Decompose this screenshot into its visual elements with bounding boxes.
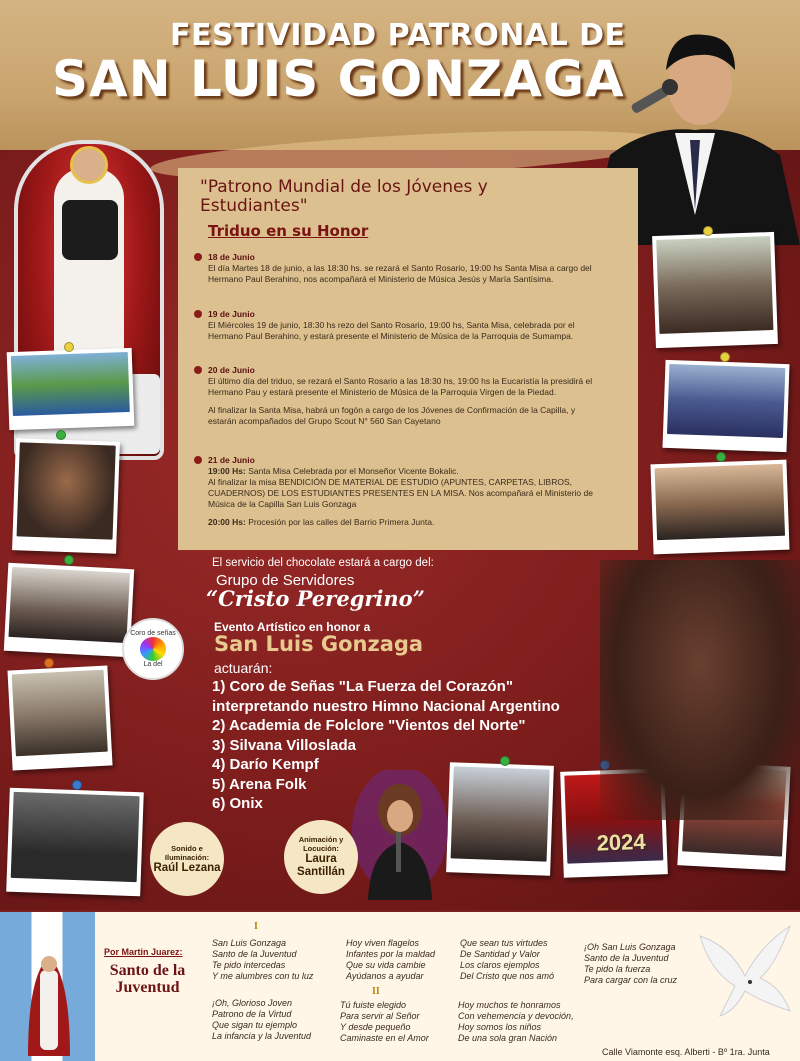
chocolate-intro: El servicio del chocolate estará a cargo del: bbox=[212, 557, 434, 569]
credit-role: Sonido e Iluminación: bbox=[164, 843, 210, 862]
act-item: 2) Academia de Folclore "Vientos del Norte" bbox=[212, 717, 526, 734]
bullet-icon bbox=[194, 310, 202, 318]
photo-band bbox=[6, 788, 144, 897]
photo-ministry-group bbox=[652, 232, 778, 348]
event-june-21 bbox=[194, 455, 594, 528]
verse-7: Hoy muchos te honramos Con vehemencia y devoción, Hoy somos los niños De una sola gran Nación bbox=[458, 1000, 574, 1043]
triduo-heading: Triduo en su Honor bbox=[208, 222, 369, 240]
chocolate-group: Grupo de Servidores bbox=[216, 572, 355, 589]
event-text: El día Martes 18 de junio, a las 18:30 hs. se rezará el Santo Rosario, 19:00 hs Santa Misa a cargo del Hermano Paul Berahino, nos acompañará el Ministerio de Música Jesús y María Santísima. bbox=[208, 263, 592, 284]
act-item: 6) Onix bbox=[212, 795, 263, 812]
event-time-2: 20:00 Hs: bbox=[208, 517, 246, 527]
coro-logo bbox=[122, 618, 184, 680]
event-text-2: Al finalizar la Santa Misa, habrá un fogón a cargo de los Jóvenes de Confirmación de la Capilla, y estarán acompañados del Grupo Scout N° 560 San Cayetano bbox=[208, 405, 576, 426]
verse-4: ¡Oh San Luis Gonzaga Santo de la Juventud Te pido la fuerza Para cargar con la cruz bbox=[584, 942, 678, 985]
photo-group-sign bbox=[4, 563, 134, 657]
verse-1: San Luis Gonzaga Santo de la Juventud Te pido intercedas Y me alumbres con tu luz bbox=[212, 938, 314, 981]
event-date: 19 de Junio bbox=[208, 309, 255, 319]
event-june-20 bbox=[194, 365, 594, 427]
event-text: El Miércoles 19 de junio, 18:30 hs rezo del Santo Rosario, 19:00 hs, Santa Misa, celebrada por el Hermano Paul Berahino, y estará presente el Ministerio de Música de la Parroquia de Sumampa. bbox=[208, 320, 575, 341]
pin-icon bbox=[716, 452, 726, 462]
photo-caption: 2024 bbox=[596, 828, 647, 856]
pin-icon bbox=[56, 430, 66, 440]
verse-5: ¡Oh, Glorioso Joven Patrono de la Virtud Que sigan tu ejemplo La infancia y la Juventud bbox=[212, 998, 312, 1041]
photo-church-choir bbox=[650, 460, 789, 555]
event-june-19 bbox=[194, 309, 594, 342]
event-date: 21 de Junio bbox=[208, 455, 255, 465]
event-text: Santa Misa Celebrada por el Monseñor Vicente Bokalic. bbox=[248, 466, 459, 476]
photo-youth-group bbox=[663, 360, 790, 452]
act-item: interpretando nuestro Himno Nacional Argentino bbox=[212, 697, 560, 715]
event-time-1: 19:00 Hs: bbox=[208, 466, 246, 476]
verse-numeral-1: I bbox=[254, 921, 258, 932]
title-line-2: SAN LUIS GONZAGA bbox=[52, 50, 625, 108]
footer-author: Por Martin Juarez: bbox=[104, 947, 183, 957]
dove-icon bbox=[690, 916, 800, 1026]
event-text: El último día del triduo, se rezará el Santo Rosario a las 18:30 hs, 19:00 hs la Eucaristía la presidirá el Hermano Pau y estará presente el Ministerio de Música de la Parroquia Virgen de la Piedad. bbox=[208, 376, 593, 397]
photo-singer-woman bbox=[12, 438, 120, 554]
saint-portrait bbox=[600, 560, 800, 820]
pin-icon bbox=[64, 555, 74, 565]
pin-icon bbox=[703, 226, 713, 236]
statue-cape bbox=[62, 200, 118, 260]
pin-icon bbox=[64, 342, 74, 352]
photo-dancers bbox=[7, 348, 135, 430]
credit-sound bbox=[150, 822, 224, 896]
verse-3: Que sean tus virtudes De Santidad y Valor Los claros ejemplos Del Cristo que nos amó bbox=[460, 938, 555, 981]
statue-head bbox=[70, 146, 108, 184]
event-text-3: Procesión por las calles del Barrio Primera Junta. bbox=[248, 517, 435, 527]
act-item: 3) Silvana Villoslada bbox=[212, 736, 356, 754]
bullet-icon bbox=[194, 366, 202, 374]
event-text-2: Al finalizar la misa BENDICIÓN DE MATERIAL DE ESTUDIO (APUNTES, CARPETAS, LIBROS, CUADERNOS) DE LOS ESTUDIANTES PRESENTES EN LA MISA. Nos acompañará el Ministerio de Música de la Capilla San Luis Gonzaga bbox=[208, 477, 593, 509]
hymn-title: Santo de la Juventud bbox=[109, 962, 186, 996]
act-item: 1) Coro de Señas "La Fuerza del Corazón" bbox=[212, 678, 513, 695]
actuaran-label: actuarán: bbox=[214, 660, 273, 676]
act-item: 5) Arena Folk bbox=[212, 775, 307, 793]
pin-icon bbox=[44, 658, 54, 668]
bullet-icon bbox=[194, 253, 202, 261]
subtitle: "Patrono Mundial de los Jóvenes y Estudiantes" bbox=[200, 177, 488, 216]
title-line-1: FESTIVIDAD PATRONAL DE bbox=[170, 18, 626, 53]
event-june-18 bbox=[194, 252, 594, 285]
acts-list bbox=[212, 677, 560, 814]
photo-musicians bbox=[7, 665, 112, 770]
statue-body bbox=[54, 168, 124, 368]
credit-name: Laura Santillán bbox=[297, 853, 345, 878]
verse-numeral-2: II bbox=[372, 986, 380, 997]
artistic-saint: San Luis Gonzaga bbox=[214, 632, 424, 656]
pin-icon bbox=[720, 352, 730, 362]
address: Calle Viamonte esq. Alberti - Bº 1ra. Junta bbox=[602, 1047, 770, 1057]
chocolate-name: “Cristo Peregrino” bbox=[206, 586, 425, 611]
footer-saint-icon bbox=[22, 936, 76, 1056]
coro-logo-bottom: La del bbox=[143, 661, 163, 668]
credit-role: Animación y Locución: bbox=[298, 835, 344, 853]
event-date: 18 de Junio bbox=[208, 252, 255, 262]
credit-name: Raúl Lezana bbox=[153, 861, 221, 874]
coro-logo-top: Coro de señas bbox=[130, 630, 176, 637]
credit-animation bbox=[284, 820, 358, 894]
verse-2: Hoy viven flagelos Infantes por la maldad Que su vida cambie Ayúdanos a ayudar bbox=[346, 938, 436, 981]
pin-icon bbox=[72, 780, 82, 790]
heart-icon bbox=[140, 637, 166, 661]
verse-6: Tú fuiste elegido Para servir al Señor Y desde pequeño Caminaste en el Amor bbox=[340, 1000, 429, 1043]
bullet-icon bbox=[194, 456, 202, 464]
event-date: 20 de Junio bbox=[208, 365, 255, 375]
artistic-intro: Evento Artístico en honor a bbox=[214, 620, 371, 634]
act-item: 4) Darío Kempf bbox=[212, 756, 319, 773]
